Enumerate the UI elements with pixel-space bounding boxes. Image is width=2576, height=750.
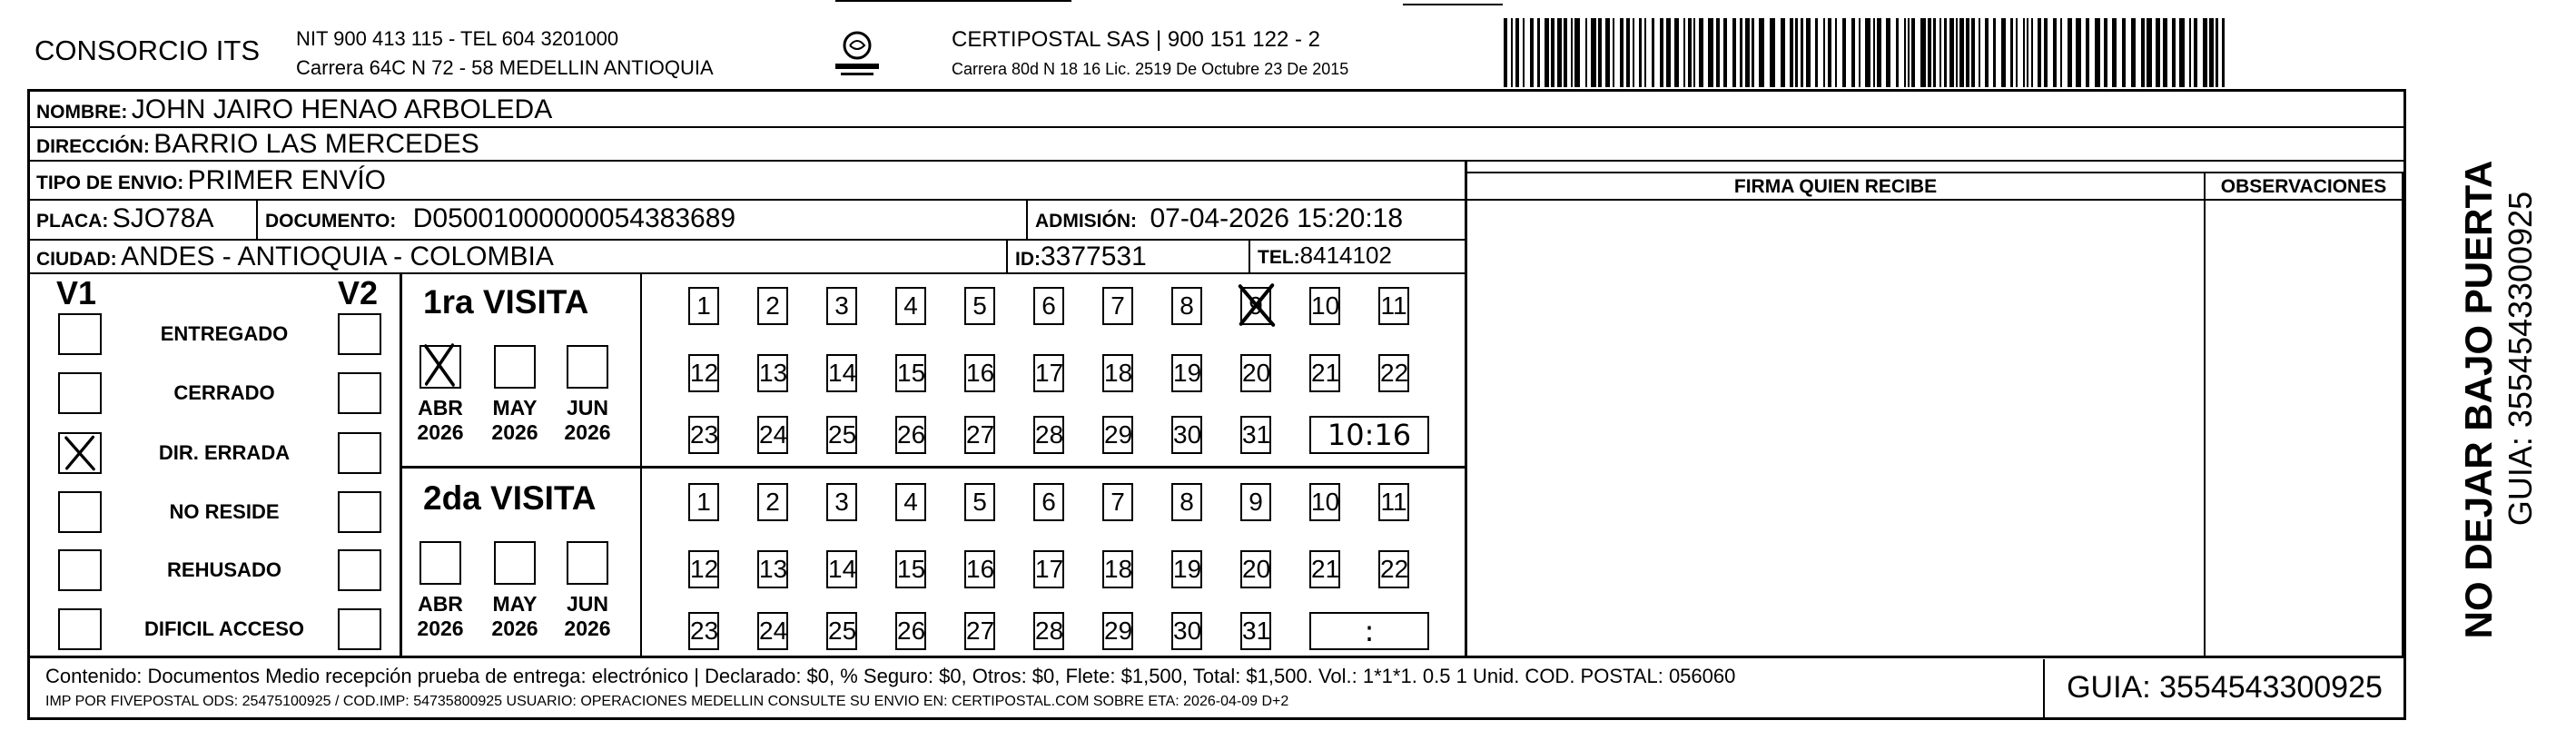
day-box[interactable]: 29 <box>1102 416 1133 454</box>
day-box[interactable]: 21 <box>1309 354 1340 392</box>
id-value: 3377531 <box>1041 242 1147 271</box>
day-box[interactable]: 24 <box>757 612 788 650</box>
day-box[interactable]: 22 <box>1378 550 1409 588</box>
day-box[interactable]: 1 <box>688 287 719 325</box>
ciudad-value: ANDES - ANTIOQUIA - COLOMBIA <box>121 242 554 271</box>
day-box[interactable]: 27 <box>964 416 995 454</box>
month-name: MAY <box>492 592 538 616</box>
month-name: ABR <box>418 592 463 616</box>
direccion-label: DIRECCIÓN: <box>36 136 150 157</box>
month-checkbox[interactable] <box>494 345 536 389</box>
day-box[interactable]: 19 <box>1171 550 1202 588</box>
status-v1-checkbox[interactable] <box>58 549 102 591</box>
day-box[interactable]: 29 <box>1102 612 1133 650</box>
month-label <box>556 396 619 445</box>
day-box[interactable]: 28 <box>1033 612 1064 650</box>
barcode <box>1504 18 2226 87</box>
day-box[interactable]: 11 <box>1378 287 1409 325</box>
ciudad-label: CIUDAD: <box>36 249 117 270</box>
month-year: 2026 <box>491 617 538 640</box>
rule <box>27 126 2406 128</box>
month-year: 2026 <box>564 420 611 444</box>
visit-time-box[interactable]: 10:16 <box>1309 416 1429 454</box>
status-label: NO RESIDE <box>169 500 280 523</box>
nombre-value: JOHN JAIRO HENAO ARBOLEDA <box>131 94 553 124</box>
status-v2-checkbox[interactable] <box>338 491 381 533</box>
day-box[interactable]: 5 <box>964 287 995 325</box>
tipo-envio-value: PRIMER ENVÍO <box>187 165 387 195</box>
day-box[interactable]: 18 <box>1102 550 1133 588</box>
v1-label: V1 <box>56 274 97 311</box>
day-box[interactable]: 27 <box>964 612 995 650</box>
day-box[interactable]: 20 <box>1240 354 1271 392</box>
status-v1-checkbox[interactable] <box>58 491 102 533</box>
status-v2-checkbox[interactable] <box>338 313 381 355</box>
day-box[interactable]: 16 <box>964 354 995 392</box>
day-box[interactable]: 10 <box>1309 287 1340 325</box>
month-name: ABR <box>418 396 463 419</box>
day-box[interactable]: 7 <box>1102 483 1133 521</box>
documento-value: D05001000000054383689 <box>412 203 736 233</box>
visit-title: 1ra VISITA <box>423 283 589 321</box>
ciudad-row <box>36 242 554 272</box>
signature-area[interactable] <box>1467 205 2202 654</box>
month-label <box>556 592 619 641</box>
admision-row <box>1035 203 1403 234</box>
day-box[interactable]: 6 <box>1033 483 1064 521</box>
day-box[interactable]: 13 <box>757 550 788 588</box>
scan-edge <box>835 0 1071 2</box>
rule <box>27 199 2406 201</box>
tel-row <box>1258 242 1392 270</box>
company-name: CONSORCIO ITS <box>35 35 261 66</box>
admision-value: 07-04-2026 15:20:18 <box>1150 203 1404 233</box>
status-v1-checkbox[interactable] <box>58 608 102 650</box>
day-box[interactable]: 9 <box>1240 483 1271 521</box>
tipo-envio-row <box>36 165 386 196</box>
status-v2-checkbox[interactable] <box>338 549 381 591</box>
observaciones-header: OBSERVACIONES <box>2220 176 2387 197</box>
status-label: ENTREGADO <box>160 322 289 345</box>
status-v2-checkbox[interactable] <box>338 432 381 474</box>
status-label: DIFICIL ACCESO <box>143 617 304 640</box>
footer-guia: GUIA: 3554543300925 <box>2043 659 2404 717</box>
day-box[interactable]: 11 <box>1378 483 1409 521</box>
firma-quien-recibe-header: FIRMA QUIEN RECIBE <box>1733 176 1938 197</box>
side-warning: NO DEJAR BAJO PUERTA <box>2457 160 2500 639</box>
day-box[interactable]: 4 <box>895 287 926 325</box>
rule <box>256 199 258 239</box>
day-box[interactable]: 10 <box>1309 483 1340 521</box>
day-box[interactable]: 31 <box>1240 416 1271 454</box>
month-year: 2026 <box>491 420 538 444</box>
visit-title: 2da VISITA <box>423 479 597 517</box>
day-box[interactable]: 26 <box>895 416 926 454</box>
day-box[interactable]: 7 <box>1102 287 1133 325</box>
placa-row <box>36 203 214 234</box>
tel-label: TEL: <box>1258 247 1300 268</box>
placa-label: PLACA: <box>36 211 109 232</box>
rule <box>1249 239 1250 272</box>
month-name: MAY <box>492 396 538 419</box>
day-box[interactable]: 8 <box>1171 287 1202 325</box>
month-checkbox[interactable] <box>419 541 461 585</box>
month-label <box>483 396 547 445</box>
day-box[interactable]: 12 <box>688 354 719 392</box>
day-box[interactable]: 12 <box>688 550 719 588</box>
certipostal-logo-icon <box>834 27 881 82</box>
month-check-mark <box>421 341 458 389</box>
scan-edge <box>1403 4 1503 5</box>
day-box[interactable]: 25 <box>826 416 857 454</box>
day-box[interactable]: 16 <box>964 550 995 588</box>
id-label: ID: <box>1015 249 1041 270</box>
month-label <box>409 592 472 641</box>
tel-value: 8414102 <box>1299 242 1392 269</box>
month-year: 2026 <box>564 617 611 640</box>
day-box[interactable]: 8 <box>1171 483 1202 521</box>
certipostal-info: CERTIPOSTAL SAS | 900 151 122 - 2 <box>952 27 1320 52</box>
day-box[interactable]: 26 <box>895 612 926 650</box>
rule <box>400 272 402 656</box>
day-box[interactable]: 6 <box>1033 287 1064 325</box>
tipo-envio-label: TIPO DE ENVIO: <box>36 173 184 193</box>
day-box[interactable]: 28 <box>1033 416 1064 454</box>
company-nit-tel: NIT 900 413 115 - TEL 604 3201000 <box>296 27 619 50</box>
day-box[interactable]: 25 <box>826 612 857 650</box>
status-label: DIR. ERRADA <box>158 441 291 464</box>
rule <box>27 272 1465 274</box>
day-box[interactable]: 15 <box>895 550 926 588</box>
month-label <box>483 592 547 641</box>
rule <box>2402 172 2403 656</box>
day-box[interactable]: 2 <box>757 287 788 325</box>
v2-label: V2 <box>338 274 379 311</box>
day-box[interactable]: 17 <box>1033 354 1064 392</box>
rule <box>1465 172 2406 173</box>
day-box[interactable]: 14 <box>826 354 857 392</box>
day-box[interactable]: 21 <box>1309 550 1340 588</box>
status-label: CERRADO <box>173 381 275 404</box>
day-box[interactable]: 30 <box>1171 612 1202 650</box>
month-label <box>409 396 472 445</box>
status-label: REHUSADO <box>167 558 281 581</box>
day-box[interactable]: 9 <box>1240 287 1271 325</box>
status-v1-checkbox[interactable] <box>58 372 102 414</box>
documento-row <box>265 203 735 234</box>
company-address: Carrera 64C N 72 - 58 MEDELLIN ANTIOQUIA <box>296 56 714 79</box>
month-checkbox[interactable] <box>494 541 536 585</box>
direccion-value: BARRIO LAS MERCEDES <box>153 129 479 159</box>
day-check-mark <box>1235 281 1278 329</box>
day-box[interactable]: 24 <box>757 416 788 454</box>
footer-impresion: IMP POR FIVEPOSTAL ODS: 25475100925 / COD.IMP: 54735800925 USUARIO: OPERACIONES MEDELLIN CONSULTE SU ENVIO EN: CERTIPOSTAL.COM SOBRE ETA: 2026-04-09 D+2 <box>45 694 1289 709</box>
day-box[interactable]: 15 <box>895 354 926 392</box>
month-name: JUN <box>566 592 608 616</box>
status-v2-checkbox[interactable] <box>338 608 381 650</box>
rule <box>1006 239 1008 272</box>
rule <box>27 656 2406 658</box>
visit-time-box[interactable]: : <box>1309 612 1429 650</box>
observaciones-area[interactable] <box>2207 205 2400 654</box>
rule <box>640 272 642 656</box>
day-box[interactable]: 19 <box>1171 354 1202 392</box>
rule <box>400 466 1465 469</box>
month-checkbox[interactable] <box>567 541 608 585</box>
day-box[interactable]: 31 <box>1240 612 1271 650</box>
status-v2-checkbox[interactable] <box>338 372 381 414</box>
admision-label: ADMISIÓN: <box>1035 211 1137 232</box>
side-guia: GUIA: 3554543300925 <box>2502 191 2539 527</box>
day-box[interactable]: 17 <box>1033 550 1064 588</box>
day-box[interactable]: 30 <box>1171 416 1202 454</box>
month-year: 2026 <box>417 420 464 444</box>
day-box[interactable]: 18 <box>1102 354 1133 392</box>
day-box[interactable]: 5 <box>964 483 995 521</box>
day-box[interactable]: 3 <box>826 287 857 325</box>
status-v1-checkbox[interactable] <box>58 313 102 355</box>
documento-label: DOCUMENTO: <box>265 211 397 232</box>
day-box[interactable]: 3 <box>826 483 857 521</box>
day-box[interactable]: 14 <box>826 550 857 588</box>
month-checkbox[interactable] <box>567 345 608 389</box>
nombre-row <box>36 94 552 125</box>
day-box[interactable]: 4 <box>895 483 926 521</box>
rule <box>1026 199 1028 239</box>
day-box[interactable]: 2 <box>757 483 788 521</box>
status-v1-check-mark <box>62 434 98 472</box>
rule <box>2204 172 2206 656</box>
rule <box>27 160 2406 162</box>
month-name: JUN <box>566 396 608 419</box>
day-box[interactable]: 23 <box>688 416 719 454</box>
day-box[interactable]: 22 <box>1378 354 1409 392</box>
footer-contenido: Contenido: Documentos Medio recepción prueba de entrega: electrónico | Declarado: $0, % Seguro: $0, Otros: $0, Flete: $1,500, Total: $1,500. Vol.: 1*1*1. 0.5 1 Unid. COD. POSTAL: 056060 <box>45 665 1736 687</box>
day-box[interactable]: 23 <box>688 612 719 650</box>
direccion-row <box>36 129 479 160</box>
nombre-label: NOMBRE: <box>36 102 128 123</box>
month-year: 2026 <box>417 617 464 640</box>
certipostal-address: Carrera 80d N 18 16 Lic. 2519 De Octubre 23 De 2015 <box>952 60 1349 78</box>
day-box[interactable]: 20 <box>1240 550 1271 588</box>
id-row <box>1015 242 1147 272</box>
day-box[interactable]: 13 <box>757 354 788 392</box>
placa-value: SJO78A <box>112 203 214 233</box>
day-box[interactable]: 1 <box>688 483 719 521</box>
